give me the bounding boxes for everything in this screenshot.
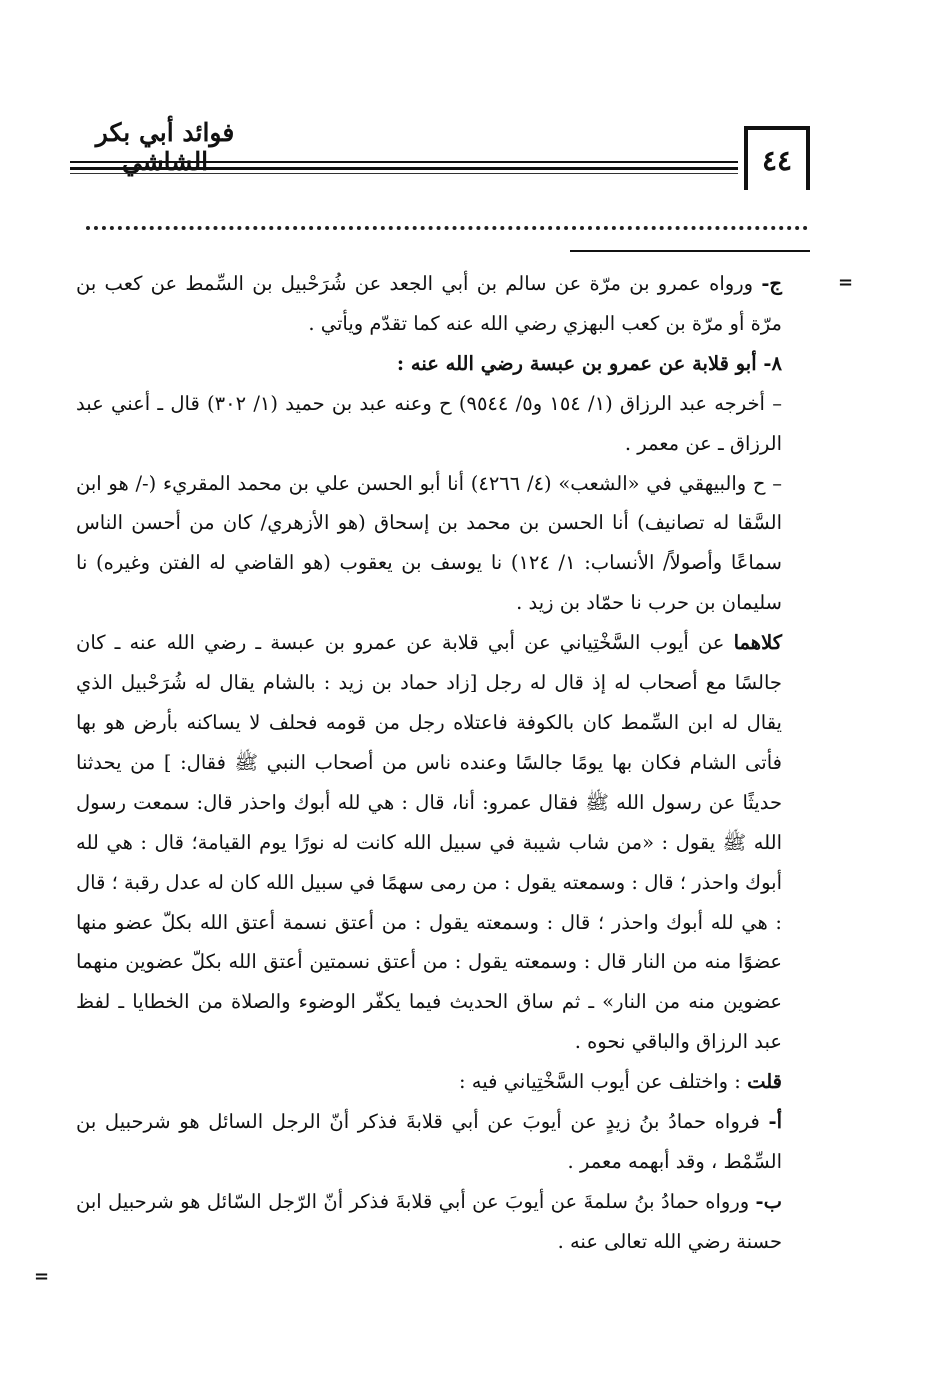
header-rule-thick bbox=[70, 167, 738, 170]
header-rule-thin bbox=[70, 173, 738, 174]
paragraph-lead: أ- bbox=[768, 1110, 782, 1134]
paragraph-text: ورواه حمادُ بنُ سلمةَ عن أيوبَ عن أبي قلابةَ فذكر أنّ الرّجل السّائل هو شرحبيل ابن حسنة رضي الله تعالى عنه . bbox=[76, 1189, 782, 1253]
paragraph-hadith-text bbox=[76, 623, 782, 1062]
paragraph-riwaya-jim bbox=[76, 264, 782, 344]
paragraph-text: ورواه عمرو بن مرّة عن سالم بن أبي الجعد عن شُرَحْبيل بن السِّمط عن كعب بن مرّة أو مرّة بن كعب البهزي رضي الله عنه كما تقدّم ويأتي . bbox=[76, 272, 782, 335]
paragraph-takhrij-abdulrazzaq bbox=[76, 384, 782, 464]
header-rule bbox=[70, 161, 738, 163]
paragraph-text: – ح والبيهقي في «الشعب» (٤/ ٤٢٦٦) أنا أبو الحسن علي بن محمد المقريء (-/ هو ابن السَّقا له تصانيف) أنا الحسن بن محمد بن إسحاق (هو الأزهري/ كان من أحسن الناس سماعًا وأصولاً/ الأنساب: ١/ ١٢٤) نا يوسف بن يعقوب (هو القاضي له الفتن وغيره) نا سليمان بن حرب نا حمّاد بن زيد . bbox=[76, 471, 782, 615]
footnote-separator bbox=[570, 250, 810, 252]
running-title: فوائد أبي بكر الشاشي bbox=[95, 118, 235, 176]
paragraph-takhrij-bayhaqi bbox=[76, 464, 782, 624]
section-heading-text: ٨- أبو قلابة عن عمرو بن عبسة رضي الله عنه : bbox=[396, 351, 782, 375]
paragraph-riwaya-ba bbox=[76, 1182, 782, 1262]
paragraph-lead: ج- bbox=[761, 272, 782, 295]
paragraph-text: : واختلف عن أيوب السَّخْتِياني فيه : bbox=[458, 1070, 748, 1094]
page-number: ٤٤ bbox=[744, 126, 810, 190]
paragraph-lead: قلت bbox=[747, 1070, 782, 1094]
paragraph-lead: ب- bbox=[755, 1189, 782, 1213]
paragraph-lead: كلاهما bbox=[733, 631, 782, 655]
dotted-separator bbox=[86, 226, 808, 230]
paragraph-text: فرواه حمادُ بنُ زيدٍ عن أيوبَ عن أبي قلابةَ فذكر أنّ الرجل السائل هو شرحبيل بن السِّمْط ، وقد أبهمه معمر . bbox=[76, 1110, 782, 1173]
paragraph-text: عن أيوب السَّخْتِياني عن أبي قلابة عن عمرو بن عبسة ـ رضي الله عنه ـ كان جالسًا مع أصحاب له إذ قال له رجل [زاد حماد بن زيد : بالشام يقال له شُرَحْبيل الذي يقال له ابن السِّمط كان بالكوفة فاعتلاه رجل من قومه فحلف لا يساكنه بأرض هو بها فأتى الشام فكان بها يومًا جالسًا وعنده ناس من أصحاب النبي ﷺ فقال: ] من يحدثنا حديثًا عن رسول الله ﷺ فقال عمرو: أنا، قال : هي لله أبوك واحذر قال: سمعت رسول الله ﷺ يقول : «من شاب شيبة في سبيل الله كانت له نورًا يوم القيامة؛ قال : هي لله أبوك واحذر ؛ قال : وسمعته يقول : من رمى سهمًا في سبيل الله كان له عدل رقبة ؛ قال : هي لله أبوك واحذر ؛ قال : وسمعته يقول : من أعتق نسمة أعتق الله بكلّ عضو منها عضوًا منه من النار قال : وسمعته يقول : من أعتق نسمتين أعتق الله بكلّ عضوين منهما عضوين منه من النار» ـ ثم ساق الحديث فيما يكفّر الوضوء والصلاة من الخطايا ـ لفظ عبد الرزاق والباقي نحوه . bbox=[76, 631, 782, 1054]
paragraph-text: – أخرجه عبد الرزاق (١/ ١٥٤ و٥/ ٩٥٤٤) ح وعنه عبد بن حميد (١/ ٣٠٢) قال ـ أعني عبد الرزاق ـ عن معمر . bbox=[76, 391, 782, 455]
paragraph-qultu bbox=[76, 1062, 782, 1102]
continuation-mark-bottom: = bbox=[34, 1266, 50, 1287]
continuation-mark-top: = bbox=[838, 272, 854, 293]
section-heading-8 bbox=[76, 344, 782, 384]
paragraph-riwaya-alif bbox=[76, 1102, 782, 1182]
footnote-body bbox=[76, 264, 782, 1262]
